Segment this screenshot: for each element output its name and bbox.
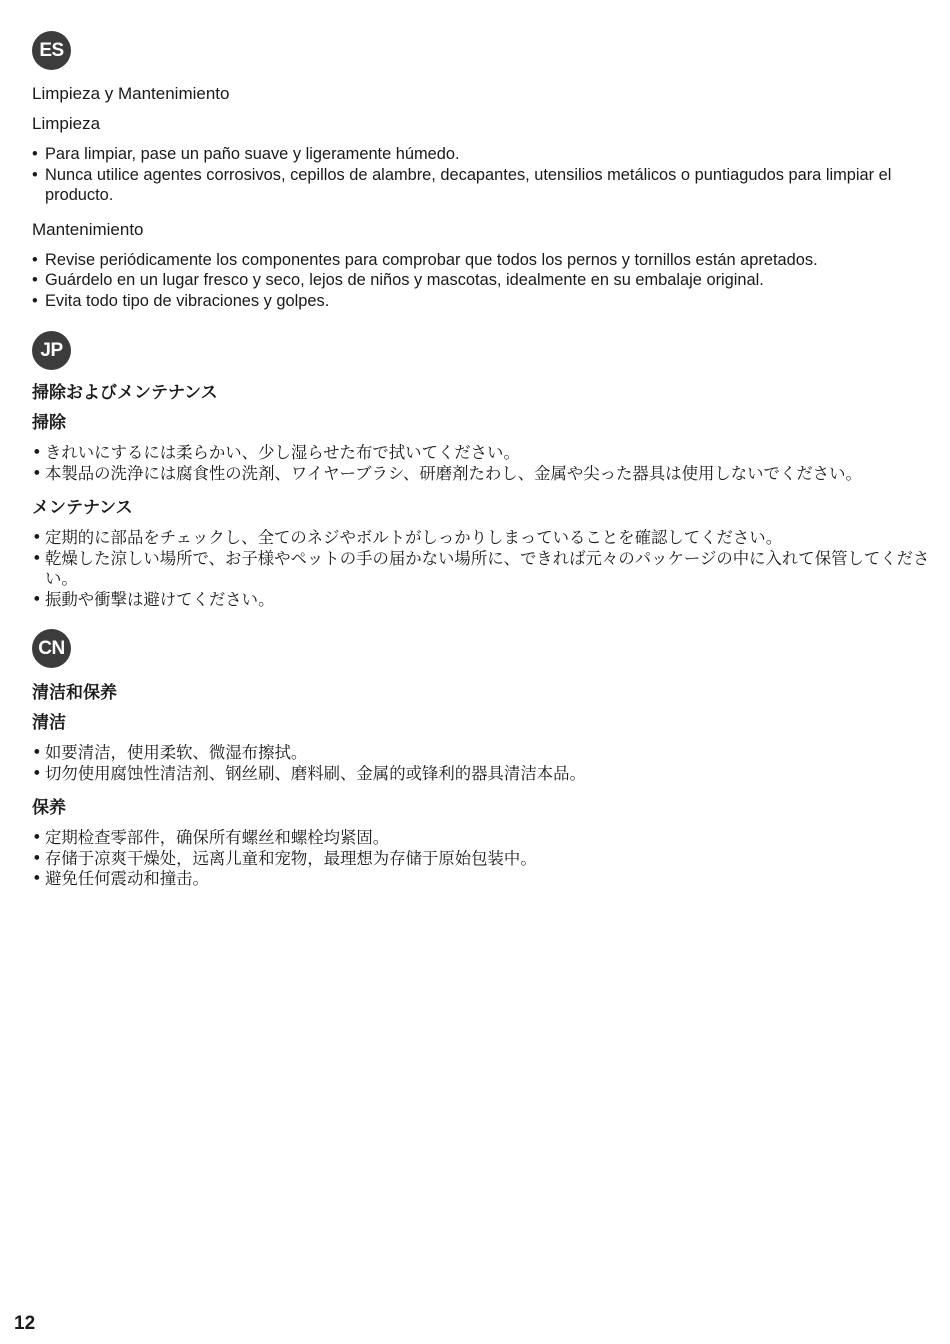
cleaning-heading: 清洁: [32, 713, 66, 733]
cleaning-list: [32, 443, 932, 484]
list-item: • 定期检查零部件，确保所有螺丝和螺栓均紧固。: [32, 828, 932, 849]
list-item: • 乾燥した涼しい場所で、お子様やペットの手の届かない場所に、できれば元々のパッケージの中に入れて保管してください。: [32, 549, 932, 590]
list-item: • 如要清洁，使用柔软、微湿布擦拭。: [32, 743, 932, 764]
section-cn: [32, 683, 932, 890]
list-item: • 避免任何震动和撞击。: [32, 869, 932, 890]
list-item: • 本製品の洗浄には腐食性の洗剤、ワイヤーブラシ、研磨剤たわし、金属や尖った器具は使用しないでください。: [32, 464, 932, 485]
list-item: • Revise periódicamente los componentes para comprobar que todos los pernos y tornillos están apretados.: [32, 250, 932, 271]
maintenance-heading: 保养: [32, 798, 66, 818]
list-item: • Nunca utilice agentes corrosivos, cepillos de alambre, decapantes, utensilios metálicos o puntiagudos para limpiar el producto.: [32, 165, 932, 206]
page-number: 12: [14, 1313, 36, 1334]
language-badge-cn: CN: [32, 629, 71, 668]
list-item: • 切勿使用腐蚀性清洁剂、钢丝刷、磨料刷、金属的或锋利的器具清洁本品。: [32, 764, 932, 785]
list-item: • 振動や衝撃は避けてください。: [32, 590, 932, 611]
maintenance-heading: メンテナンス: [32, 498, 133, 518]
cleaning-heading: Limpieza: [32, 114, 101, 133]
section-jp: [32, 383, 932, 610]
language-badge-jp: JP: [32, 331, 71, 370]
maintenance-list: [32, 528, 932, 610]
maintenance-list: [32, 250, 932, 312]
section-title: 掃除およびメンテナンス: [32, 383, 218, 403]
list-item: • 存储于凉爽干燥处，远离儿童和宠物，最理想为存储于原始包装中。: [32, 849, 932, 870]
section-title: Limpieza y Mantenimiento: [32, 84, 230, 103]
language-badge-es: ES: [32, 31, 71, 70]
section-title: 清洁和保养: [32, 683, 117, 703]
list-item: • 定期的に部品をチェックし、全てのネジやボルトがしっかりしまっていることを確認してください。: [32, 528, 932, 549]
cleaning-list: [32, 144, 932, 206]
list-item: • きれいにするには柔らかい、少し湿らせた布で拭いてください。: [32, 443, 932, 464]
cleaning-list: [32, 743, 932, 784]
list-item: • Evita todo tipo de vibraciones y golpes.: [32, 291, 932, 312]
cleaning-heading: 掃除: [32, 413, 66, 433]
maintenance-heading: Mantenimiento: [32, 219, 144, 239]
list-item: • Guárdelo en un lugar fresco y seco, lejos de niños y mascotas, idealmente en su embalaje original.: [32, 270, 932, 291]
maintenance-list: [32, 828, 932, 890]
section-es: [32, 84, 932, 311]
list-item: • Para limpiar, pase un paño suave y ligeramente húmedo.: [32, 144, 932, 165]
